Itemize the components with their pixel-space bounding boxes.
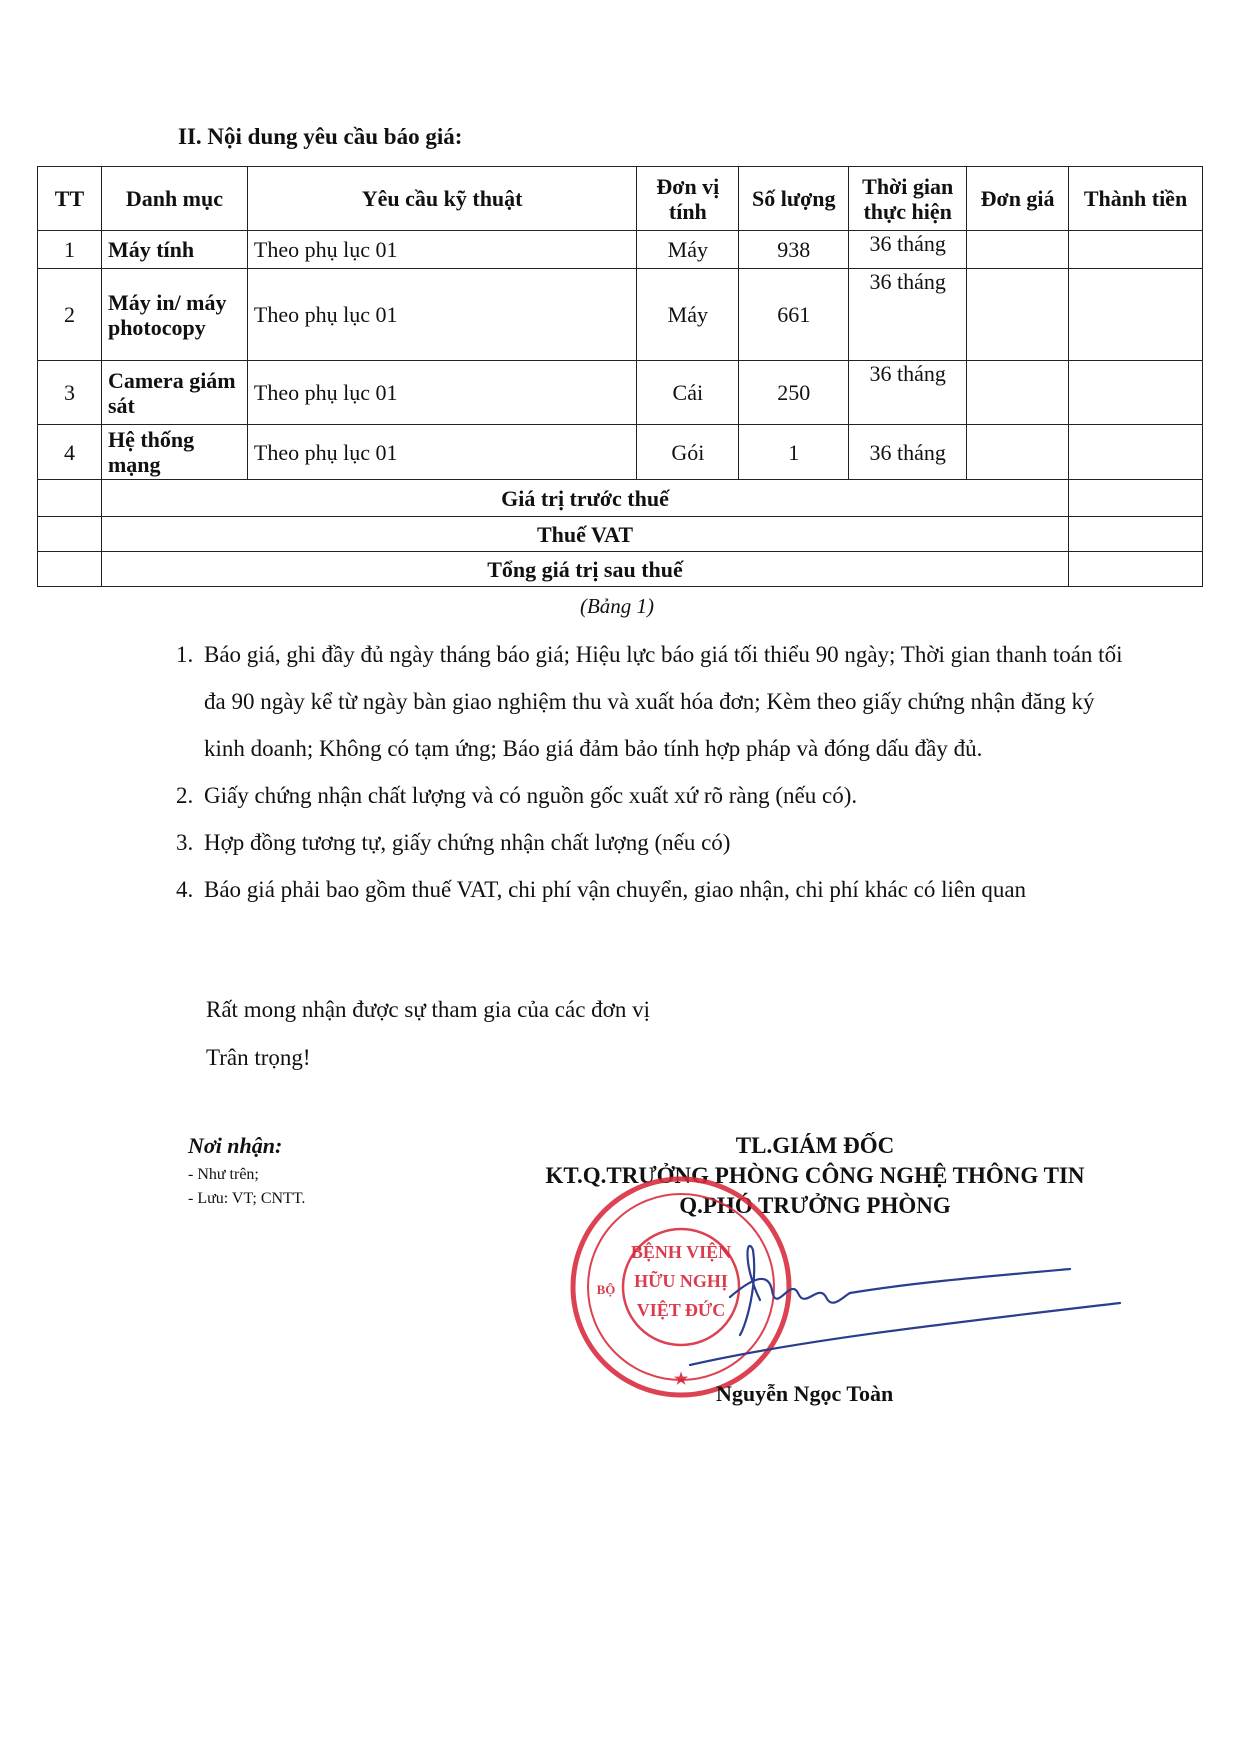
cell-qty: 250	[739, 361, 849, 425]
signature-line-2: KT.Q.TRƯỞNG PHÒNG CÔNG NGHỆ THÔNG TIN	[545, 1163, 1085, 1188]
header-tt: TT	[38, 167, 102, 231]
summary-row	[38, 480, 1203, 517]
cell-spec: Theo phụ lục 01	[247, 361, 636, 425]
recipients-title: Nơi nhận:	[188, 1133, 283, 1158]
svg-text:BỆNH VIỆN: BỆNH VIỆN	[630, 1242, 732, 1262]
closing-regards: Trân trọng!	[206, 1045, 311, 1070]
cell-tt: 1	[38, 231, 102, 269]
signer-name: Nguyễn Ngọc Toàn	[716, 1381, 894, 1406]
cell-spec: Theo phụ lục 01	[247, 269, 636, 361]
cell-qty: 661	[739, 269, 849, 361]
svg-text:HỮU NGHỊ: HỮU NGHỊ	[634, 1271, 728, 1291]
conditions-list	[176, 631, 1126, 913]
recipient-item: - Lưu: VT; CNTT.	[188, 1190, 306, 1207]
cell-unit-price	[967, 269, 1069, 361]
cell-unit-price	[967, 231, 1069, 269]
list-item: 4. Báo giá phải bao gồm thuế VAT, chi phí vận chuyển, giao nhận, chi phí khác có liên quan	[176, 877, 1027, 902]
cell-spec: Theo phụ lục 01	[247, 425, 636, 480]
cell-qty: 938	[739, 231, 849, 269]
cell-spec: Theo phụ lục 01	[247, 231, 636, 269]
summary-row	[38, 552, 1203, 587]
star-icon: ★	[673, 1371, 689, 1388]
cell-duration: 36 tháng	[849, 269, 967, 361]
cell-duration: 36 tháng	[849, 425, 967, 480]
header-amount: Thành tiền	[1069, 167, 1203, 231]
summary-label: Giá trị trước thuế	[101, 480, 1068, 517]
table-caption: (Bảng 1)	[579, 594, 655, 618]
section-heading: II. Nội dung yêu cầu báo giá:	[178, 124, 463, 149]
cell-unit-price	[967, 425, 1069, 480]
signature-line-1: TL.GIÁM ĐỐC	[735, 1133, 895, 1158]
list-item: 1. Báo giá, ghi đầy đủ ngày tháng báo giá; Hiệu lực báo giá tối thiểu 90 ngày; Thời gian thanh toán tối đa 90 ngày kể từ ngày bàn giao nghiệm thu và xuất hóa đơn; Kèm theo giấy chứng nhận đăng ký kinh doanh; Không có tạm ứng; Báo giá đảm bảo tính hợp pháp và đóng dấu đầy đủ.	[176, 642, 1123, 761]
list-item: 3. Hợp đồng tương tự, giấy chứng nhận chất lượng (nếu có)	[176, 830, 731, 855]
svg-text:VIỆT ĐỨC: VIỆT ĐỨC	[636, 1300, 726, 1320]
table-row	[38, 269, 1203, 361]
svg-text:BỘ: BỘ	[596, 1282, 616, 1297]
handwritten-signature	[650, 1185, 1170, 1385]
cell-amount	[1069, 269, 1203, 361]
cell-amount	[1069, 425, 1203, 480]
cell-duration: 36 tháng	[849, 361, 967, 425]
header-unit-price: Đơn giá	[967, 167, 1069, 231]
summary-label: Tổng giá trị sau thuế	[101, 552, 1068, 587]
cell-tt: 3	[38, 361, 102, 425]
signature-line-3: Q.PHÓ TRƯỞNG PHÒNG	[679, 1193, 951, 1218]
cell-amount	[1069, 361, 1203, 425]
cell-unit: Cái	[637, 361, 739, 425]
header-spec: Yêu cầu kỹ thuật	[247, 167, 636, 231]
cell-duration: 36 tháng	[849, 231, 967, 269]
table-row	[38, 361, 1203, 425]
cell-tt: 4	[38, 425, 102, 480]
cell-qty: 1	[739, 425, 849, 480]
cell-unit: Máy	[637, 269, 739, 361]
list-item: 2. Giấy chứng nhận chất lượng và có nguồn gốc xuất xứ rõ ràng (nếu có).	[176, 783, 858, 808]
header-qty: Số lượng	[739, 167, 849, 231]
summary-row	[38, 517, 1203, 552]
header-unit: Đơn vị tính	[637, 167, 739, 231]
table-header-row	[38, 167, 1203, 231]
table-row	[38, 231, 1203, 269]
summary-label: Thuế VAT	[101, 517, 1068, 552]
cell-item: Máy in/ máy photocopy	[101, 269, 247, 361]
header-duration: Thời gian thực hiện	[849, 167, 967, 231]
recipient-item: - Như trên;	[188, 1166, 259, 1183]
cell-tt: 2	[38, 269, 102, 361]
table-row	[38, 425, 1203, 480]
header-item: Danh mục	[101, 167, 247, 231]
cell-amount	[1069, 231, 1203, 269]
quote-table	[37, 166, 1203, 587]
cell-unit: Máy	[637, 231, 739, 269]
closing-line: Rất mong nhận được sự tham gia của các đơn vị	[206, 997, 650, 1022]
cell-unit: Gói	[637, 425, 739, 480]
cell-item: Camera giám sát	[101, 361, 247, 425]
recipients-block	[188, 1133, 305, 1211]
cell-unit-price	[967, 361, 1069, 425]
cell-item: Máy tính	[101, 231, 247, 269]
cell-item: Hệ thống mạng	[101, 425, 247, 480]
